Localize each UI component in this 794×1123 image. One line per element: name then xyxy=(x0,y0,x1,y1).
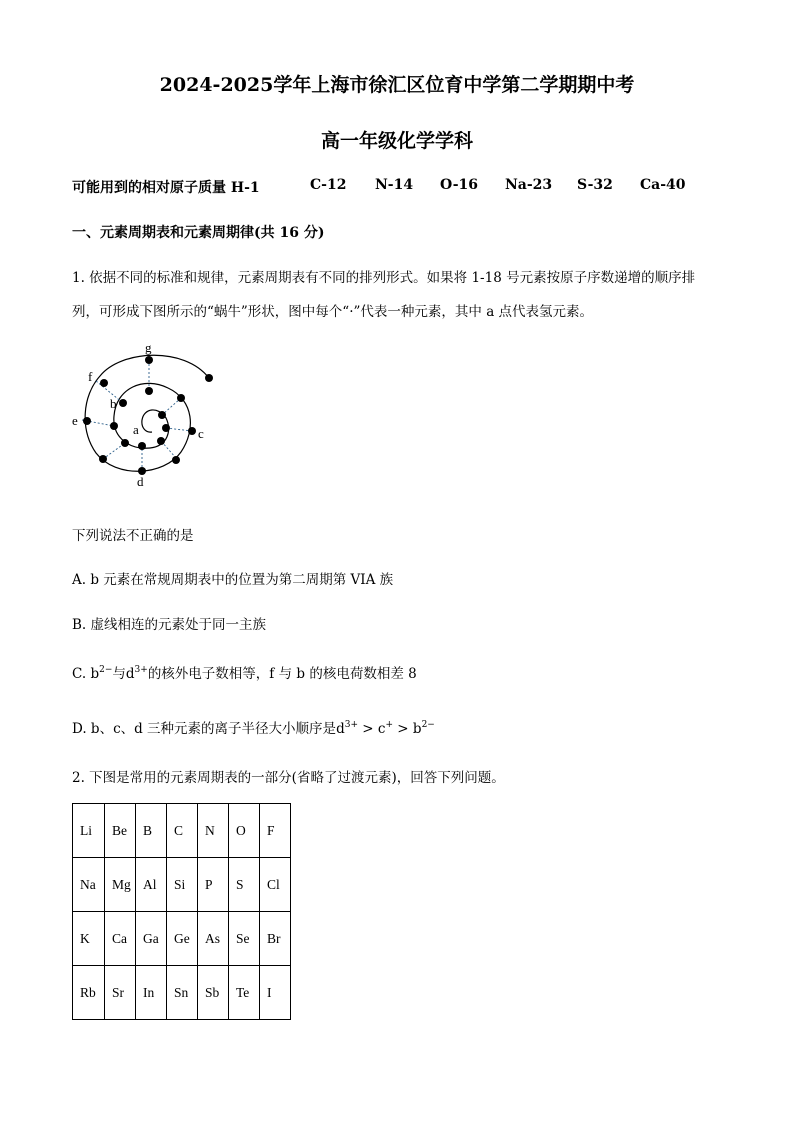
atomic-masses-label: 可能用到的相对原子质量 xyxy=(72,180,226,196)
element-dot xyxy=(162,424,170,432)
element-dot xyxy=(110,422,118,430)
q1-stem: 下列说法不正确的是 xyxy=(72,528,194,544)
mass-item: C-12 xyxy=(310,177,347,193)
ion-c: > c xyxy=(358,721,386,737)
table-cell: Sn xyxy=(167,966,198,1020)
element-dot xyxy=(119,399,127,407)
table-cell: C xyxy=(167,804,198,858)
table-cell: Si xyxy=(167,858,198,912)
ion-b: > b xyxy=(393,721,422,737)
ion-b-charge: 2− xyxy=(99,665,113,675)
mass-item: Na-23 xyxy=(505,177,553,193)
section-heading: 一、元素周期表和元素周期律(共 16 分) xyxy=(72,225,325,241)
table-cell: Al xyxy=(136,858,167,912)
label-d: d xyxy=(137,474,144,489)
q1-text-line2: 列，可形成下图所示的“蜗牛”形状，图中每个“·”代表一种元素，其中 a 点代表氢元素。 xyxy=(72,304,594,320)
snail-periodic-figure xyxy=(66,338,226,493)
table-cell: Be xyxy=(105,804,136,858)
q1-option-b: B. 虚线相连的元素处于同一主族 xyxy=(72,617,267,633)
q1-text-line1: 1. 依据不同的标准和规律，元素周期表有不同的排列形式。如果将 1-18 号元素按原子序数递增的顺序排 xyxy=(72,270,696,286)
label-f: f xyxy=(88,369,93,384)
label-e: e xyxy=(72,413,78,428)
label-a: a xyxy=(133,422,139,437)
table-cell: Sb xyxy=(198,966,229,1020)
option-c-prefix: C. xyxy=(72,666,91,682)
table-cell: Cl xyxy=(260,858,291,912)
mass-item: N-14 xyxy=(375,177,414,193)
element-dot xyxy=(172,456,180,464)
element-dot xyxy=(157,437,165,445)
ion-c-charge: + xyxy=(385,720,394,730)
periodic-table-excerpt xyxy=(72,803,291,1020)
mass-item: Ca-40 xyxy=(640,177,686,193)
atomic-masses-line xyxy=(72,177,705,197)
ion-b-charge: 2− xyxy=(421,720,435,730)
table-cell: Te xyxy=(229,966,260,1020)
element-dot xyxy=(99,455,107,463)
document-subtitle: 高一年级化学学科 xyxy=(320,130,473,152)
table-cell: O xyxy=(229,804,260,858)
table-row xyxy=(73,966,291,1020)
label-g: g xyxy=(145,340,152,355)
spiral-curve xyxy=(85,355,209,471)
element-dot xyxy=(145,387,153,395)
table-cell: Se xyxy=(229,912,260,966)
q1-option-d xyxy=(72,717,435,737)
element-dot xyxy=(158,411,166,419)
document-title: 2024-2025学年上海市徐汇区位育中学第二学期期中考 xyxy=(159,74,635,96)
ion-b: b xyxy=(90,666,100,682)
table-cell: S xyxy=(229,858,260,912)
table-row xyxy=(73,912,291,966)
element-dot xyxy=(138,442,146,450)
element-dot xyxy=(177,394,185,402)
table-cell: K xyxy=(73,912,105,966)
element-dot xyxy=(188,427,196,435)
table-row xyxy=(73,804,291,858)
option-d-prefix: D. b、c、d 三种元素的离子半径大小顺序是 xyxy=(72,721,337,737)
element-dot xyxy=(100,379,108,387)
table-cell: Ca xyxy=(105,912,136,966)
table-cell: B xyxy=(136,804,167,858)
table-cell: As xyxy=(198,912,229,966)
mass-item: S-32 xyxy=(577,177,613,193)
table-cell: Rb xyxy=(73,966,105,1020)
ion-d-charge: 3+ xyxy=(344,720,358,730)
q1-option-a: A. b 元素在常规周期表中的位置为第二周期第 VIA 族 xyxy=(72,572,394,588)
label-c: c xyxy=(198,426,204,441)
table-cell: Na xyxy=(73,858,105,912)
ion-d: d xyxy=(125,666,135,682)
atomic-masses-label-group xyxy=(72,177,310,197)
dashed-connectors xyxy=(82,360,192,471)
q2-text: 2. 下图是常用的元素周期表的一部分(省略了过渡元素)，回答下列问题。 xyxy=(72,770,505,786)
ion-d: d xyxy=(336,721,345,737)
element-dot xyxy=(145,356,153,364)
table-cell: Br xyxy=(260,912,291,966)
table-cell: N xyxy=(198,804,229,858)
table-cell: Li xyxy=(73,804,105,858)
table-cell: In xyxy=(136,966,167,1020)
ion-d-charge: 3+ xyxy=(134,665,148,675)
mass-item: H-1 xyxy=(230,180,260,196)
table-cell: I xyxy=(260,966,291,1020)
q1-option-c xyxy=(72,662,417,682)
label-b: b xyxy=(110,396,117,411)
table-cell: Ga xyxy=(136,912,167,966)
table-cell: F xyxy=(260,804,291,858)
element-dot xyxy=(121,439,129,447)
table-row xyxy=(73,858,291,912)
table-cell: Ge xyxy=(167,912,198,966)
table-cell: Mg xyxy=(105,858,136,912)
mass-item: O-16 xyxy=(440,177,479,193)
option-c-suffix: 的核外电子数相等，f 与 b 的核电荷数相差 8 xyxy=(147,666,417,682)
option-c-mid: 与 xyxy=(112,666,126,682)
element-dot xyxy=(205,374,213,382)
table-cell: Sr xyxy=(105,966,136,1020)
table-cell: P xyxy=(198,858,229,912)
element-dot xyxy=(83,417,91,425)
